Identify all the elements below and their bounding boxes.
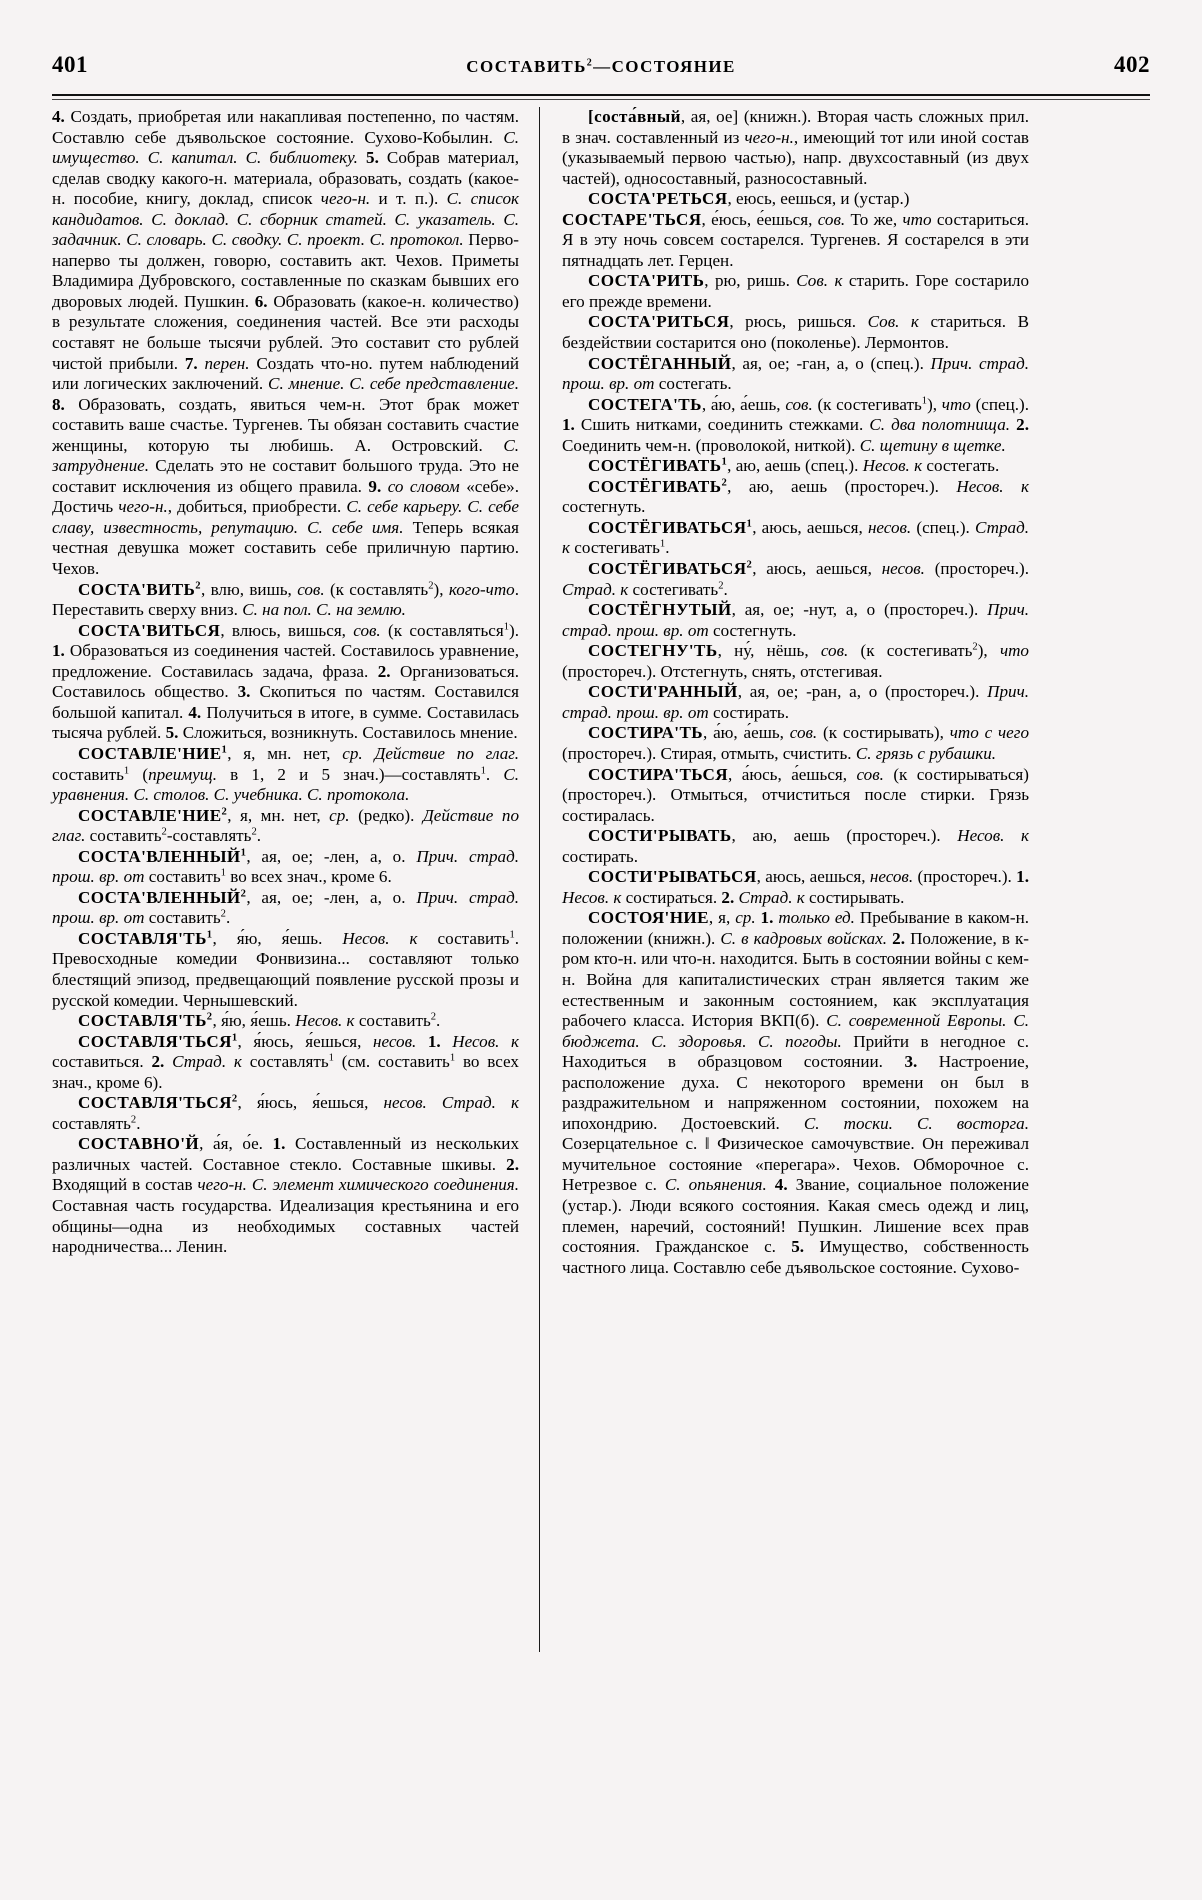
- usage-example: С. два полотнища.: [869, 415, 1011, 435]
- usage-example: С. учебника.: [213, 785, 303, 805]
- superscript: 2: [161, 826, 167, 838]
- usage-example: С. здоровья.: [651, 1031, 747, 1051]
- sense-number: 8.: [52, 394, 65, 414]
- headword: СОСТАВЛЕ'НИЕ$^2$: [78, 805, 228, 825]
- superscript: 1: [220, 867, 226, 879]
- grammar-label: Несов. к: [956, 476, 1029, 496]
- headword: СОСТЕГА'ТЬ: [588, 394, 702, 414]
- superscript: 1: [503, 620, 510, 632]
- superscript: 1: [659, 538, 666, 550]
- headword: СОСТАВНО'Й: [78, 1134, 200, 1154]
- headword: СОСТЁГНУТЫЙ: [588, 600, 732, 620]
- grammar-label: со словом: [387, 476, 460, 496]
- headword: СОСТА'РИТЬ: [588, 271, 705, 291]
- grammar-label: Несов. к: [957, 826, 1029, 846]
- usage-example: С. словарь.: [126, 230, 207, 250]
- headword: СОСТА'ВИТЬСЯ: [78, 620, 221, 640]
- headword: СОСТАВЛЕ'НИЕ$^1$: [78, 743, 228, 763]
- sense-number: 1.: [760, 908, 774, 928]
- grammar-label: что: [999, 641, 1029, 661]
- superscript: 1: [449, 1052, 456, 1064]
- headword: $СОСТАВЛЯ'ТЬ^1$: [78, 928, 213, 948]
- dictionary-entry: СОСТАВНО'Й, а́я, о́е. 1. Составленный из нескольких различных частей. Составное стекло. Составные шкивы. 2. Входящий в состав чего-н. С. элемент химического соединения. Составная часть государства. Идеализация крестьянина и его общины—одна из необходимых составных частей народничества... Ленин.: [52, 1134, 520, 1257]
- grammar-label: Действие по глаг.: [374, 743, 519, 763]
- grammar-label: Сов. к: [796, 271, 843, 291]
- superscript: 1: [921, 394, 928, 406]
- grammar-label: сов.: [297, 579, 325, 599]
- usage-example: С. тоски.: [803, 1113, 893, 1133]
- headword: СОСТАВЛЯ'ТЬСЯ$^2$: [78, 1093, 238, 1113]
- folio-left: 401: [52, 52, 88, 77]
- usage-example: С. протокол.: [369, 230, 464, 250]
- usage-example: С. указатель.: [394, 209, 496, 229]
- superscript: 1: [240, 847, 247, 858]
- grammar-label: что: [902, 209, 932, 229]
- grammar-label: кого-что: [448, 579, 515, 599]
- sense-number: 2.: [506, 1154, 519, 1174]
- grammar-label: Прич. страд. прош. вр. от: [562, 353, 1029, 394]
- usage-example: С. восторга.: [916, 1113, 1029, 1133]
- superscript: 2: [221, 805, 228, 817]
- grammar-label: Несов. к: [452, 1031, 519, 1051]
- headword: СОСТЁГИВАТЬ$^2$: [588, 476, 728, 496]
- dictionary-entry: $СОСТАВЛЯ'ТЬ^1$, я́ю, я́ешь. Несов. к составить$^1$. Превосходные комедии Фонвизина... составляют только блестящий эпизод, предвещающий появление русской прозы и русской комедии. Чернышевский.: [52, 928, 520, 1010]
- superscript: 2: [220, 908, 226, 920]
- usage-example: С. себе славу, известность, репутацию.: [52, 497, 519, 537]
- grammar-label: Прич. страд. прош. вр. от: [52, 846, 519, 887]
- usage-example: С. уравнения.: [52, 764, 519, 805]
- sense-number: 1.: [1016, 867, 1029, 887]
- usage-example: С. себе представление.: [349, 374, 519, 394]
- grammar-label: Действие по глаг.: [52, 805, 520, 846]
- grammar-label: Страд. к: [562, 517, 1029, 558]
- superscript: 2: [428, 579, 434, 591]
- sense-number: 2.: [1016, 415, 1029, 435]
- grammar-label: сов.: [856, 764, 884, 784]
- headword-variant: СОСТАРЕ'ТЬСЯ: [562, 209, 702, 229]
- dictionary-entry: СОСТОЯ'НИЕ, я, ср. 1. только ед. Пребывание в каком-н. положении (книжн.). С. в кадровых войсках. 2. Положение, в к-ром кто-н. или что-н. находится. Быть в состоянии войны с кем-н. Война для капиталистических стран является таким же естественным и законным состоянием, как эксплуатация рабочего класса. История ВКП(б). С. современной Европы. С. бюджета. С. здоровья. С. погоды. Прийти в негодное с. Находиться в образцовом состоянии. 3. Настроение, расположение духа. С некоторого времени он был в раздражительном и напряженном состоянии, похожем на ипохондрию. Достоевский. С. тоски. С. восторга. Созерцательное с. ‖ Физическое самочувствие. Он переживал мучительное состояние «перегара». Чехов. Обморочное с. Нетрезвое с. С. опьянения. 4. Звание, социальное положение (устар.). Люди всякого состояния. Какая смесь одежд и лиц, племен, наречий, состояний! Пушкин. Лишение всех прав состояния. Гражданское с. 5. Имущество, собственность частного лица. Составлю себе дъявольское состояние. Сухово-: [562, 908, 1029, 1277]
- headword: СОСТА'ВЛЕННЫЙ$^2$: [78, 887, 247, 907]
- usage-example: С. имущество.: [52, 127, 519, 168]
- page-header: [52, 52, 1150, 84]
- headword: СОСТИ'РЫВАТЬ: [588, 826, 732, 846]
- usage-example: С. столов.: [133, 785, 210, 805]
- grammar-label: Несов. к: [295, 1011, 355, 1031]
- grammar-label: Прич. страд. прош. вр. от: [562, 682, 1029, 722]
- sense-number: 2.: [721, 887, 735, 907]
- usage-example: С. погоды.: [758, 1031, 842, 1051]
- dictionary-entry: СОСТА'ВЛЕННЫЙ$^2$, ая, ое; -лен, а, о. Прич. страд. прош. вр. от составить$^2$.: [52, 887, 519, 928]
- dictionary-entry: СОСТИ'РЫВАТЬ, аю, аешь (простореч.). Несов. к состирать.: [562, 826, 1029, 866]
- sense-number: 2.: [377, 661, 391, 681]
- usage-example: С. грязь с рубашки.: [855, 743, 997, 763]
- superscript: 2: [130, 1114, 137, 1126]
- sense-number: 1.: [52, 641, 65, 661]
- usage-example: С. на пол.: [242, 600, 312, 620]
- usage-example: С. протокола.: [307, 785, 410, 805]
- usage-example: С. библиотеку.: [245, 148, 358, 168]
- dictionary-entry: СОСТАВЛЕ'НИЕ$^2$, я, мн. нет, ср. (редко). Действие по глаг. составить$^2$-составлять$^2$.: [52, 805, 520, 846]
- headword: СОСТИ'РЫВАТЬСЯ: [588, 867, 757, 887]
- dictionary-entry: СОСТА'ВИТЬСЯ, влюсь, вишься, сов. (к составляться$^1$). 1. Образоваться из соединения частей. Составилось уравнение, предложение. Составилась задача, фраза. 2. Организоваться. Составилось общество. 3. Скопиться по частям. Составился большой капитал. 4. Получиться в итоге, в сумме. Составилась тысяча рублей. 5. Сложиться, возникнуть. Составилось мнение.: [52, 620, 519, 743]
- grammar-label: что: [941, 394, 971, 414]
- superscript: 1: [721, 456, 728, 468]
- column-container: [52, 107, 1156, 1872]
- superscript: 2: [430, 1011, 437, 1023]
- headword: $СОСТАВЛЯ'ТЬ^2$: [78, 1011, 213, 1031]
- usage-example: С. элемент химического соединения.: [251, 1175, 519, 1195]
- grammar-label: ср.: [342, 743, 363, 763]
- grammar-label: несов.: [869, 867, 914, 887]
- usage-example: С. сборник статей.: [236, 209, 387, 229]
- grammar-label: Страд. к: [738, 887, 805, 907]
- dictionary-entry: СОСТАВЛЯ'ТЬСЯ$^2$, я́юсь, я́ешься, несов. Страд. к составлять$^2$.: [52, 1093, 520, 1133]
- sense-number: 1.: [562, 415, 575, 435]
- superscript: 2: [251, 826, 257, 838]
- grammar-label: ср.: [329, 805, 350, 825]
- headword: СОСТА'РЕТЬСЯ: [588, 189, 728, 209]
- grammar-label: Сов. к: [867, 312, 919, 332]
- usage-example: С. современной Европы.: [826, 1011, 1007, 1031]
- dictionary-entry: СОСТЁГИВАТЬСЯ$^1$, аюсь, аешься, несов. (спец.). Страд. к состегивать$^1$.: [562, 517, 1029, 558]
- dictionary-entry: СОСТЁГИВАТЬ$^2$, аю, аешь (простореч.). Несов. к состегнуть.: [562, 476, 1029, 517]
- dictionary-entry: СОСТИРА'ТЬ, а́ю, а́ешь, сов. (к состирывать), что с чего (простореч.). Стирая, отмыть, счистить. С. грязь с рубашки.: [562, 723, 1029, 763]
- usage-example: С. опьянения.: [664, 1175, 767, 1195]
- headword: СОСТА'ВИТЬ$^2$: [78, 579, 201, 599]
- superscript: 1: [328, 1052, 334, 1064]
- grammar-label: ср.: [735, 908, 756, 928]
- sense-number: 9.: [368, 476, 382, 496]
- usage-example: С. щетину в щетке.: [859, 435, 1006, 455]
- grammar-label: несов.: [881, 559, 925, 579]
- grammar-label: несов.: [373, 1031, 417, 1051]
- sense-number: 4.: [52, 107, 65, 126]
- running-head: СОСТАВИТЬ$^2$—СОСТОЯНИЕ: [466, 57, 736, 76]
- superscript: 2: [586, 57, 594, 69]
- dictionary-entry: СОСТА'РЕТЬСЯ, еюсь, еешься, и (устар.) СОСТАРЕ'ТЬСЯ, е́юсь, е́ешься, сов. То же, что состариться. Я в эту ночь совсем состарелся. Тургенев. Я состарелся в эти пятнадцать лет. Герцен.: [562, 189, 1030, 270]
- dictionary-entry: $СОСТАВЛЯ'ТЬ^2$, я́ю, я́ешь. Несов. к составить$^2$.: [78, 1011, 441, 1031]
- headword: СОСТЁГАННЫЙ: [588, 353, 732, 373]
- sense-number: 3.: [237, 682, 251, 702]
- grammar-label: преимущ.: [148, 764, 217, 784]
- grammar-label: сов.: [820, 641, 849, 661]
- dictionary-entry: СОСТЕГА'ТЬ, а́ю, а́ешь, сов. (к состегивать$^1$), что (спец.). 1. Сшить нитками, соединить стежками. С. два полотнища. 2. Соединить чем-н. (проволокой, ниткой). С. щетину в щетке.: [562, 394, 1029, 455]
- grammar-label: Несов. к: [342, 928, 418, 948]
- usage-example: С. доклад.: [151, 209, 230, 229]
- dictionary-entry: СОСТЕГНУ'ТЬ, ну́, нёшь, сов. (к состегивать$^2$), что (простореч.). Отстегнуть, снять, отстегивая.: [562, 641, 1029, 681]
- superscript: 1: [221, 744, 228, 756]
- dictionary-entry: СОСТИ'РАННЫЙ, ая, ое; -ран, а, о (простореч.). Прич. страд. прош. вр. от состирать.: [562, 682, 1029, 722]
- sense-number: 4.: [188, 702, 202, 722]
- usage-example: С. себе карьеру.: [346, 497, 463, 517]
- superscript: 2: [231, 1093, 238, 1105]
- grammar-label: Несов. к: [562, 887, 622, 907]
- dictionary-entry: СОСТЁГИВАТЬ$^1$, аю, аешь (спец.). Несов. к состегать.: [588, 456, 1000, 476]
- usage-example: С. проект.: [286, 230, 366, 250]
- superscript: 1: [746, 518, 753, 530]
- dictionary-entry: СОСТАВЛЕ'НИЕ$^1$, я, мн. нет, ср. Действие по глаг. составить$^1$ (преимущ. в 1, 2 и 5 знач.)—составлять$^1$. С. уравнения. С. столов. С. учебника. С. протокола.: [52, 743, 519, 805]
- usage-example: С. затруднение.: [52, 435, 519, 476]
- sense-number: 4.: [774, 1175, 788, 1195]
- superscript: 2: [206, 1011, 213, 1023]
- sense-number: 7.: [184, 353, 198, 373]
- superscript: 2: [746, 559, 753, 571]
- grammar-label: Страд. к: [441, 1093, 520, 1113]
- usage-example: С. сводку.: [211, 230, 283, 250]
- dictionary-entry: СОСТЁГИВАТЬСЯ$^2$, аюсь, аешься, несов. (простореч.). Страд. к состегивать$^2$.: [562, 559, 1029, 599]
- dictionary-entry: СОСТА'ВИТЬ$^2$, влю, вишь, сов. (к составлять$^2$), кого-что. Переставить сверху вниз. С. на пол. С. на землю.: [52, 579, 519, 620]
- sense-number: 2.: [892, 928, 905, 948]
- superscript: 1: [231, 1031, 238, 1043]
- sense-number: 5.: [366, 148, 379, 168]
- grammar-label: сов.: [785, 394, 813, 414]
- usage-example: С. бюджета.: [562, 1011, 1029, 1051]
- headword: [соста́вный: [588, 107, 681, 126]
- grammar-label: Прич. страд. прош. вр. от: [52, 887, 519, 928]
- grammar-label: сов.: [353, 620, 381, 640]
- entry-continuation: 4. Создать, приобретая или накапливая постепенно, по частям. Составлю себе дъявольское состояние. Сухово-Кобылин. С. имущество. С. капитал. С. библиотеку. 5. Собрав материал, сделав сводку какого-н. материала, образовать, создать (какое-н. пособие, книгу, доклад, список чего-н. и т. п.). С. список кандидатов. С. доклад. С. сборник статей. С. указатель. С. задачник. С. словарь. С. сводку. С. проект. С. протокол. Перво-наперво ты должен, говорю, составить акт. Чехов. Приметы Владимира Дубровского, составленные по сказкам бывших его дворовых людей. Пушкин. 6. Образовать (какое-н. количество) в результате сложения, соединения частей. Все эти расходы составят не больше тысячи рублей. Это составит сто рублей чистой прибыли. 7. перен. Создать что-но. путем наблюдений или логических заключений. С. мнение. С. себе представление. 8. Образовать, создать, явиться чем-н. Этот брак может составить ваше счастье. Тургенев. Ты обязан составить счастие женщины, которую ты любишь. А. Островский. С. затруднение. Сделать это не составит большого труда. Это не составит исключения из общего правила. 9. со словом «себе». Достичь чего-н., добиться, приобрести. С. себе карьеру. С. себе славу, известность, репутацию. С. себе имя. Теперь всякая честная девушка может составить себе приличную партию. Чехов.: [52, 107, 520, 579]
- sense-number: 3.: [904, 1052, 918, 1072]
- usage-example: С. задачник.: [52, 209, 519, 250]
- superscript: 1: [206, 929, 213, 941]
- sense-number: 5.: [791, 1237, 805, 1257]
- headword: СОСТА'РИТЬСЯ: [588, 312, 730, 332]
- sense-number: 6.: [254, 291, 268, 311]
- header-rule: [52, 94, 1150, 100]
- grammar-label: сов.: [789, 723, 818, 743]
- folio-right: 402: [1114, 52, 1150, 77]
- sense-number: 2.: [151, 1052, 165, 1072]
- superscript: 2: [972, 641, 978, 653]
- dictionary-entry: СОСТЁГНУТЫЙ, ая, ое; -нут, а, о (простореч.). Прич. страд. прош. вр. от состегнуть.: [562, 600, 1029, 640]
- grammar-label: только ед.: [778, 908, 855, 928]
- grammar-label: чего-н.: [118, 497, 168, 517]
- right-column: [540, 107, 1029, 1872]
- usage-example: С. себе имя.: [307, 517, 404, 537]
- headword: СОСТИ'РАННЫЙ: [588, 682, 738, 702]
- headword: СОСТЁГИВАТЬСЯ$^1$: [588, 517, 753, 537]
- grammar-label: чего-н.: [744, 127, 794, 147]
- superscript: 1: [480, 764, 486, 776]
- superscript: 2: [195, 579, 201, 591]
- sense-number: 1.: [272, 1134, 286, 1154]
- headword: СОСТЁГИВАТЬ$^1$: [588, 456, 728, 476]
- headword: СОСТА'ВЛЕННЫЙ$^1$: [78, 846, 247, 866]
- dictionary-entry: СОСТА'РИТЬСЯ, рюсь, ришься. Сов. к стариться. В бездействии состарится оно (поколенье). Лермонтов.: [562, 312, 1029, 353]
- superscript: 2: [240, 888, 247, 900]
- left-column: [52, 107, 539, 1872]
- grammar-label: перен.: [204, 353, 250, 373]
- grammar-label: несов.: [383, 1093, 427, 1113]
- dictionary-entry: СОСТА'ВЛЕННЫЙ$^1$, ая, ое; -лен, а, о. Прич. страд. прош. вр. от составить$^1$ во всех знач., кроме 6.: [52, 846, 519, 887]
- superscript: 1: [123, 764, 130, 776]
- headword: СОСТИРА'ТЬСЯ: [588, 764, 729, 784]
- dictionary-entry: СОСТИРА'ТЬСЯ, а́юсь, а́ешься, сов. (к состирываться) (простореч.). Отмыться, отчиститься после стирки. Грязь состиралась.: [562, 764, 1029, 825]
- usage-example: С. мнение.: [268, 374, 345, 394]
- superscript: 1: [509, 929, 515, 941]
- dictionary-entry: СОСТАВЛЯ'ТЬСЯ$^1$, я́юсь, я́ешься, несов. 1. Несов. к составиться. 2. Страд. к составлять$^1$ (см. составить$^1$ во всех знач., кроме 6).: [52, 1031, 519, 1092]
- grammar-label: что с чего: [949, 723, 1029, 743]
- bracketed-entry: [соста́вный, ая, ое] (книжн.). Вторая часть сложных прил. в знач. составленный из чего-н., имеющий тот или иной состав (указываемый первою частью), напр. двухсоставный (из двух частей), односоставный, разносоставный.: [562, 107, 1030, 188]
- usage-example: С. список кандидатов.: [52, 189, 519, 229]
- sense-number: 5.: [165, 723, 179, 743]
- grammar-label: Страд. к: [562, 579, 629, 599]
- headword: СОСТАВЛЯ'ТЬСЯ$^1$: [78, 1031, 238, 1051]
- headword: СОСТИРА'ТЬ: [588, 723, 703, 743]
- grammar-label: сов.: [817, 209, 846, 229]
- dictionary-entry: СОСТА'РИТЬ, рю, ришь. Сов. к старить. Горе состарило его прежде времени.: [562, 271, 1029, 311]
- grammar-label: чего-н.: [320, 189, 371, 209]
- usage-example: С. капитал.: [147, 148, 238, 168]
- grammar-label: Прич. страд. прош. вр. от: [562, 600, 1029, 640]
- superscript: 2: [718, 579, 724, 591]
- grammar-label: несов.: [867, 517, 912, 537]
- dictionary-entry: СОСТЁГАННЫЙ, ая, ое; -ган, а, о (спец.). Прич. страд. прош. вр. от состегать.: [562, 353, 1029, 394]
- grammar-label: чего-н.: [197, 1175, 247, 1195]
- dictionary-entry: СОСТИ'РЫВАТЬСЯ, аюсь, аешься, несов. (простореч.). 1. Несов. к состираться. 2. Страд. к состирывать.: [562, 867, 1029, 907]
- sense-number: 1.: [427, 1031, 441, 1051]
- usage-example: С. на землю.: [316, 600, 406, 620]
- headword: СОСТЁГИВАТЬСЯ$^2$: [588, 559, 753, 579]
- grammar-label: Несов. к: [862, 456, 923, 476]
- grammar-label: Страд. к: [172, 1052, 242, 1072]
- usage-example: С. в кадровых войсках.: [720, 928, 888, 948]
- headword: СОСТОЯ'НИЕ: [588, 908, 709, 928]
- headword: СОСТЕГНУ'ТЬ: [588, 641, 718, 661]
- superscript: 2: [721, 477, 728, 489]
